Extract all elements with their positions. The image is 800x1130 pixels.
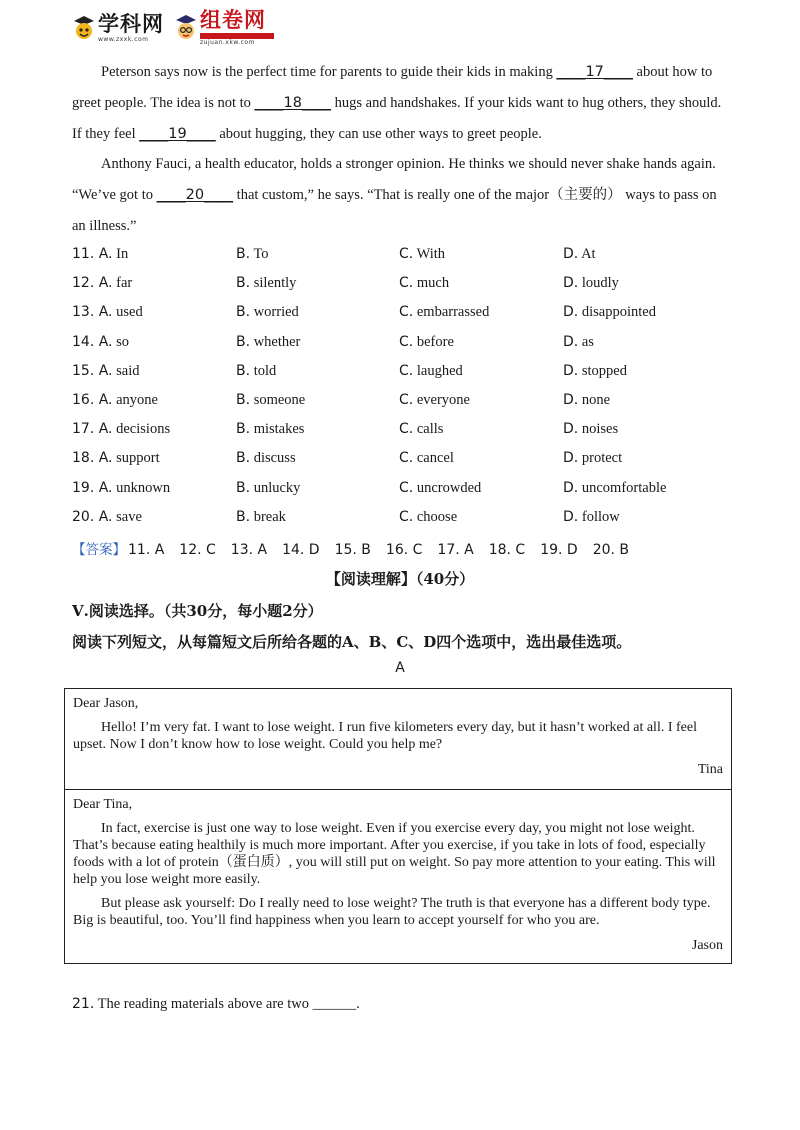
option-b [236,304,299,321]
option-label: B. [236,246,251,262]
option-d [563,480,666,497]
passage-text: Peterson says now is the perfect time for parents to guide their kids in making [101,64,557,80]
option-b [236,246,269,263]
option-row [72,450,732,479]
option-text: as [581,333,594,350]
option-b [236,421,304,438]
option-b [236,450,296,467]
option-b [236,480,300,497]
option-label: C. [399,333,414,350]
option-label: B. [236,362,251,379]
option-text: said [116,362,140,379]
letter-greeting: Dear Tina, [73,797,133,812]
option-row [72,334,732,363]
option-text: unlucky [253,479,301,496]
section-title: 【阅读理解】（40分） [325,570,475,588]
option-text: support [116,450,160,467]
option-a [72,304,143,321]
option-label: B. [236,479,251,496]
option-label: D. [563,479,579,496]
option-c [399,421,443,438]
option-label: C. [399,450,414,467]
option-label: D. [563,362,579,379]
option-text: loudly [581,275,619,292]
option-label: C. [399,362,414,379]
passage-text: that custom,” he says. “That is really one of the major（主要的） ways to pass on an illness.” [72,187,717,234]
option-a [72,421,170,438]
option-a [72,392,158,409]
option-label: D. [563,304,579,321]
option-label: D. [563,508,579,525]
option-row [72,421,732,450]
option-c [399,392,470,409]
answer-item: 15. B [334,542,371,558]
blank-20: ____20____ [156,187,234,203]
letter-signature: Jason [691,938,723,953]
option-text: far [116,275,133,292]
zxxk-logo-url: www.zxxk.com [98,35,149,43]
option-label: B. [236,450,251,467]
passage-text: about how to greet people. The idea is not to [72,64,713,111]
answer-item: 20. B [592,542,630,558]
option-a [72,246,128,263]
blank-19: ____19____ [139,126,216,142]
passage-label: A [395,660,405,676]
option-text: In [116,246,129,262]
answer-items [128,542,644,558]
option-text: calls [416,421,444,438]
option-text: much [416,275,450,292]
question-21 [72,996,360,1013]
option-d [563,275,619,292]
graduate-mascot-icon [72,14,96,42]
option-b [236,392,305,409]
option-c [399,246,445,263]
option-text: unknown [116,479,171,496]
option-c [399,509,457,526]
option-label: 17. A. [72,421,113,438]
option-label: C. [399,479,414,496]
option-label: 14. A. [72,333,113,350]
option-label: D. [563,333,579,350]
option-a [72,363,139,380]
zujuan-logo-name: 组卷网 [200,8,266,32]
answer-item: 11. A [128,542,165,558]
answer-item: 17. A [437,542,474,558]
option-text: decisions [116,421,171,438]
zujuan-logo [174,10,274,46]
blank-17: ____17____ [556,64,633,80]
option-d [563,334,594,351]
letter-box-jason [64,789,732,964]
option-label: B. [236,508,251,525]
option-text: someone [253,392,306,408]
option-text: uncrowded [416,479,482,496]
option-text: discuss [253,450,296,467]
option-text: silently [253,275,297,292]
option-row [72,480,732,509]
option-label: B. [236,333,251,350]
part-heading: Ⅴ.阅读选择。（共30分，每小题2分） [72,602,323,620]
header-logos [72,8,284,48]
letter-signature: Tina [697,762,723,777]
option-text: mistakes [253,421,305,438]
option-label: C. [399,392,414,408]
option-label: 20. A. [72,508,113,525]
option-text: break [253,508,286,525]
option-label: D. [563,246,579,262]
option-row [72,275,732,304]
option-text: so [116,333,130,350]
option-text: choose [416,508,458,525]
passage-text: about hugging, they can use other ways to greet people. [215,126,542,142]
zxxk-logo [72,11,164,43]
blank-18: ____18____ [254,95,331,111]
option-c [399,480,481,497]
option-b [236,334,300,351]
letter-body-1: In fact, exercise is just one way to lose weight. Even if you exercise every day, you might not lose weight. That’s because eating healthily is much more important. After you exercise, if you take in lots of food, especially foods with a lot of protein（蛋白质）, you will still put on weight. So pay more attention to your eating. This will help you lose weight more easily. [73,821,716,887]
option-text: cancel [416,450,454,467]
zxxk-logo-name: 学科网 [98,11,164,36]
option-text: noises [581,421,619,438]
option-c [399,304,489,321]
option-d [563,509,620,526]
answer-tag: 【答案】 [72,542,126,558]
option-text: stopped [581,362,627,379]
answer-item: 19. D [540,542,578,558]
option-label: B. [236,275,251,292]
answer-item: 12. C [179,542,216,558]
option-c [399,450,454,467]
option-label: B. [236,304,251,321]
option-text: used [116,304,143,321]
option-d [563,304,656,321]
question-text: The reading materials above are two ______. [94,996,360,1012]
option-label: 15. A. [72,362,113,379]
option-a [72,450,160,467]
option-d [563,246,596,263]
option-text: anyone [116,392,158,408]
option-label: 19. A. [72,479,113,496]
option-label: C. [399,508,414,525]
option-d [563,421,618,438]
option-a [72,480,170,497]
option-label: C. [399,304,414,321]
option-b [236,363,276,380]
option-row [72,363,732,392]
option-label: B. [236,421,251,438]
option-b [236,275,296,292]
option-text: whether [253,333,301,350]
answer-item: 14. D [282,542,320,558]
answer-item: 13. A [230,542,268,558]
option-label: 13. A. [72,304,113,321]
letter-greeting: Dear Jason, [73,696,139,711]
option-b [236,509,286,526]
option-text: everyone [416,392,470,408]
passage-paragraph-2 [72,149,730,242]
option-text: uncomfortable [581,479,667,496]
answer-item: 18. C [488,542,526,558]
option-text: With [416,246,446,262]
option-label: C. [399,421,414,438]
part-instruction: 阅读下列短文，从每篇短文后所给各题的A、B、C、D四个选项中，选出最佳选项。 [72,633,632,651]
option-label: 16. A. [72,392,113,408]
zujuan-logo-url: zujuan.xkw.com [200,39,255,46]
option-c [399,334,454,351]
passage-paragraph-1 [72,57,730,150]
option-label: C. [399,246,414,262]
option-text: protect [581,450,623,467]
option-label: B. [236,392,251,408]
option-label: D. [563,421,579,438]
option-label: C. [399,275,414,292]
letter-body-2: But please ask yourself: Do I really need to lose weight? The truth is that everyone has a different body type. Big is beautiful, too. You’ll find happiness when you learn to accept yourself for who you are. [73,896,711,928]
option-label: 12. A. [72,275,113,292]
option-text: before [416,333,454,350]
option-row [72,392,732,421]
answer-item: 16. C [385,542,423,558]
option-a [72,334,129,351]
answer-line [72,538,644,558]
option-label: 11. A. [72,246,113,262]
option-d [563,392,610,409]
option-d [563,450,622,467]
option-label: 18. A. [72,450,113,467]
option-c [399,275,449,292]
option-text: At [581,246,596,262]
student-mascot-icon [174,14,198,42]
option-c [399,363,463,380]
option-text: none [581,392,611,408]
option-text: worried [253,304,299,321]
letter-box-tina [64,688,732,790]
question-number: 21. [72,996,95,1012]
option-text: embarrassed [416,304,490,321]
option-a [72,509,142,526]
option-text: save [116,508,142,525]
option-row [72,509,732,538]
option-row [72,304,732,333]
option-text: disappointed [581,304,656,321]
letter-body: Hello! I’m very fat. I want to lose weight. I run five kilometers every day, but it hasn’t worked at all. I feel upset. Now I don’t know how to lose weight. Could you help me? [73,720,697,752]
option-text: laughed [416,362,463,379]
passage-text: Anthony Fauci, a health educator, holds a stronger opinion. He thinks we should never shake hands again. “We’ve got to [72,156,716,203]
option-label: D. [563,392,579,408]
option-row [72,246,732,275]
option-a [72,275,132,292]
option-text: To [253,246,269,262]
option-label: D. [563,275,579,292]
option-text: follow [581,508,620,525]
passage-text: hugs and handshakes. If your kids want to hug others, they should. If they feel [72,95,722,142]
option-d [563,363,627,380]
option-label: D. [563,450,579,467]
option-text: told [253,362,277,379]
